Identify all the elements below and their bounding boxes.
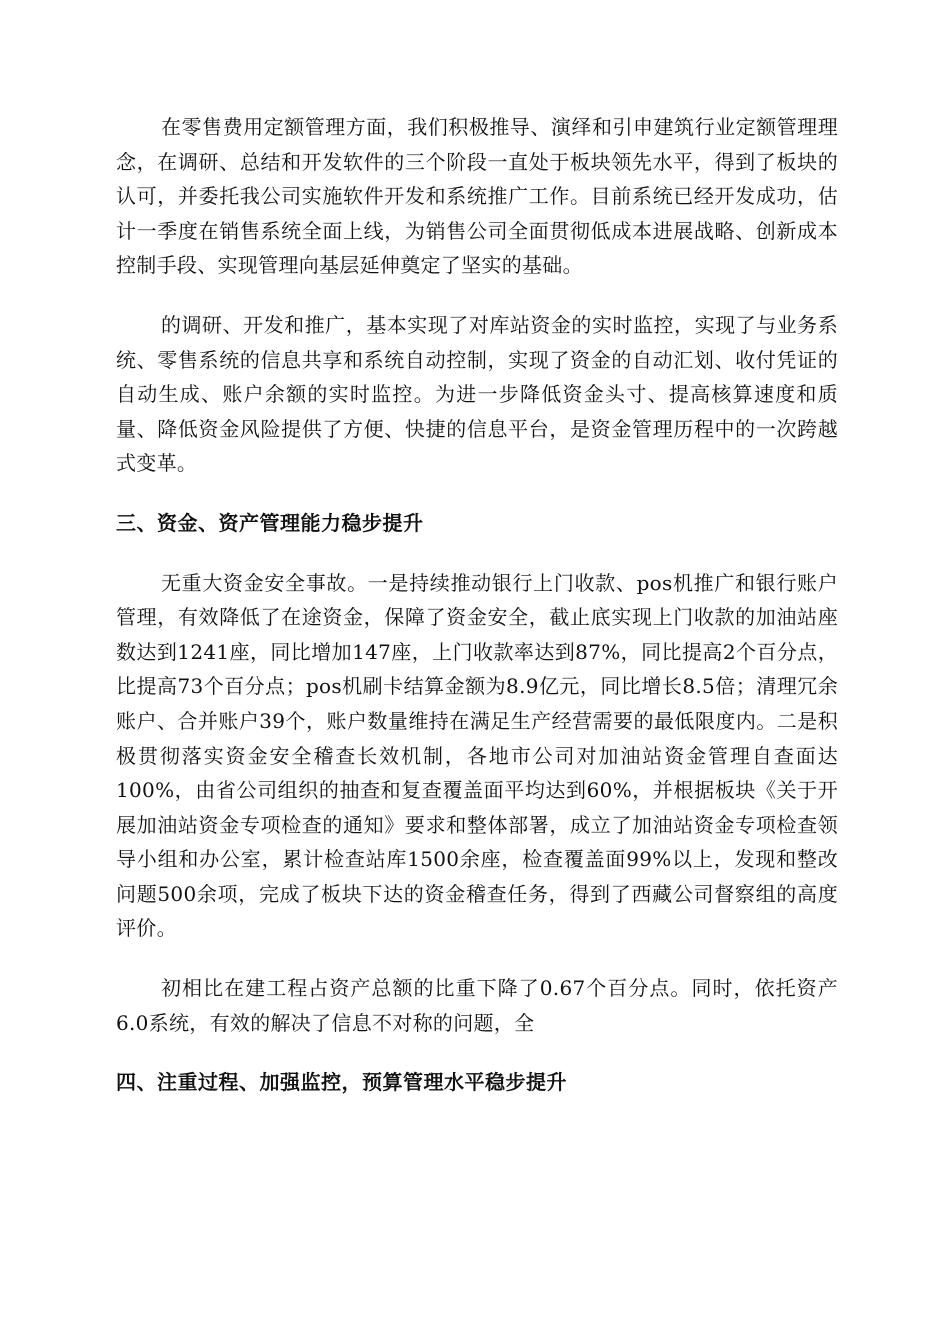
section-heading-4: 四、注重过程、加强监控，预算管理水平稳步提升 <box>116 1070 567 1095</box>
section-heading-3: 三、资金、资产管理能力稳步提升 <box>116 510 424 535</box>
paragraph-fund-monitoring: 的调研、开发和推广，基本实现了对库站资金的实时监控，实现了与业务系统、零售系统的信息共享和系统自动控制，实现了资金的自动汇划、收付凭证的自动生成、账户余额的实时监控。为进一步降低资金头寸、提高核算速度和质量、降低资金风险提供了方便、快捷的信息平台，是资金管理历程中的一次跨越式变革。 <box>116 312 838 476</box>
paragraph-fund-safety: 无重大资金安全事故。一是持续推动银行上门收款、pos机推广和银行账户管理，有效降低了在途资金，保障了资金安全，截止底实现上门收款的加油站座数达到1241座，同比增加147座，上门收款率达到87%，同比提高2个百分点，比提高73个百分点；pos机刷卡结算金额为8.9亿元，同比增长8.5倍；清理冗余账户、合并账户39个，账户数量维持在满足生产经营需要的最低限度内。二是积极贯彻落实资金安全稽查长效机制，各地市公司对加油站资金管理自查面达100%，由省公司组织的抽查和复查覆盖面平均达到60%，并根据板块《关于开展加油站资金专项检查的通知》要求和整体部署，成立了加油站资金专项检查领导小组和办公室，累计检查站库1500余座，检查覆盖面99%以上，发现和整改问题500余项，完成了板块下达的资金稽查任务，得到了西藏公司督察组的高度评价。 <box>116 570 838 941</box>
document-body <box>116 110 838 1125</box>
paragraph-retail-cost-quota: 在零售费用定额管理方面，我们积极推导、演绎和引申建筑行业定额管理理念，在调研、总结和开发软件的三个阶段一直处于板块领先水平，得到了板块的认可，并委托我公司实施软件开发和系统推广工作。目前系统已经开发成功，估计一季度在销售系统全面上线，为销售公司全面贯彻低成本进展战略、创新成本控制手段、实现管理向基层延伸奠定了坚实的基础。 <box>116 115 838 278</box>
paragraph-asset-ratio: 初相比在建工程占资产总额的比重下降了0.67个百分点。同时，依托资产6.0系统，有效的解决了信息不对称的问题，全 <box>116 976 838 1035</box>
